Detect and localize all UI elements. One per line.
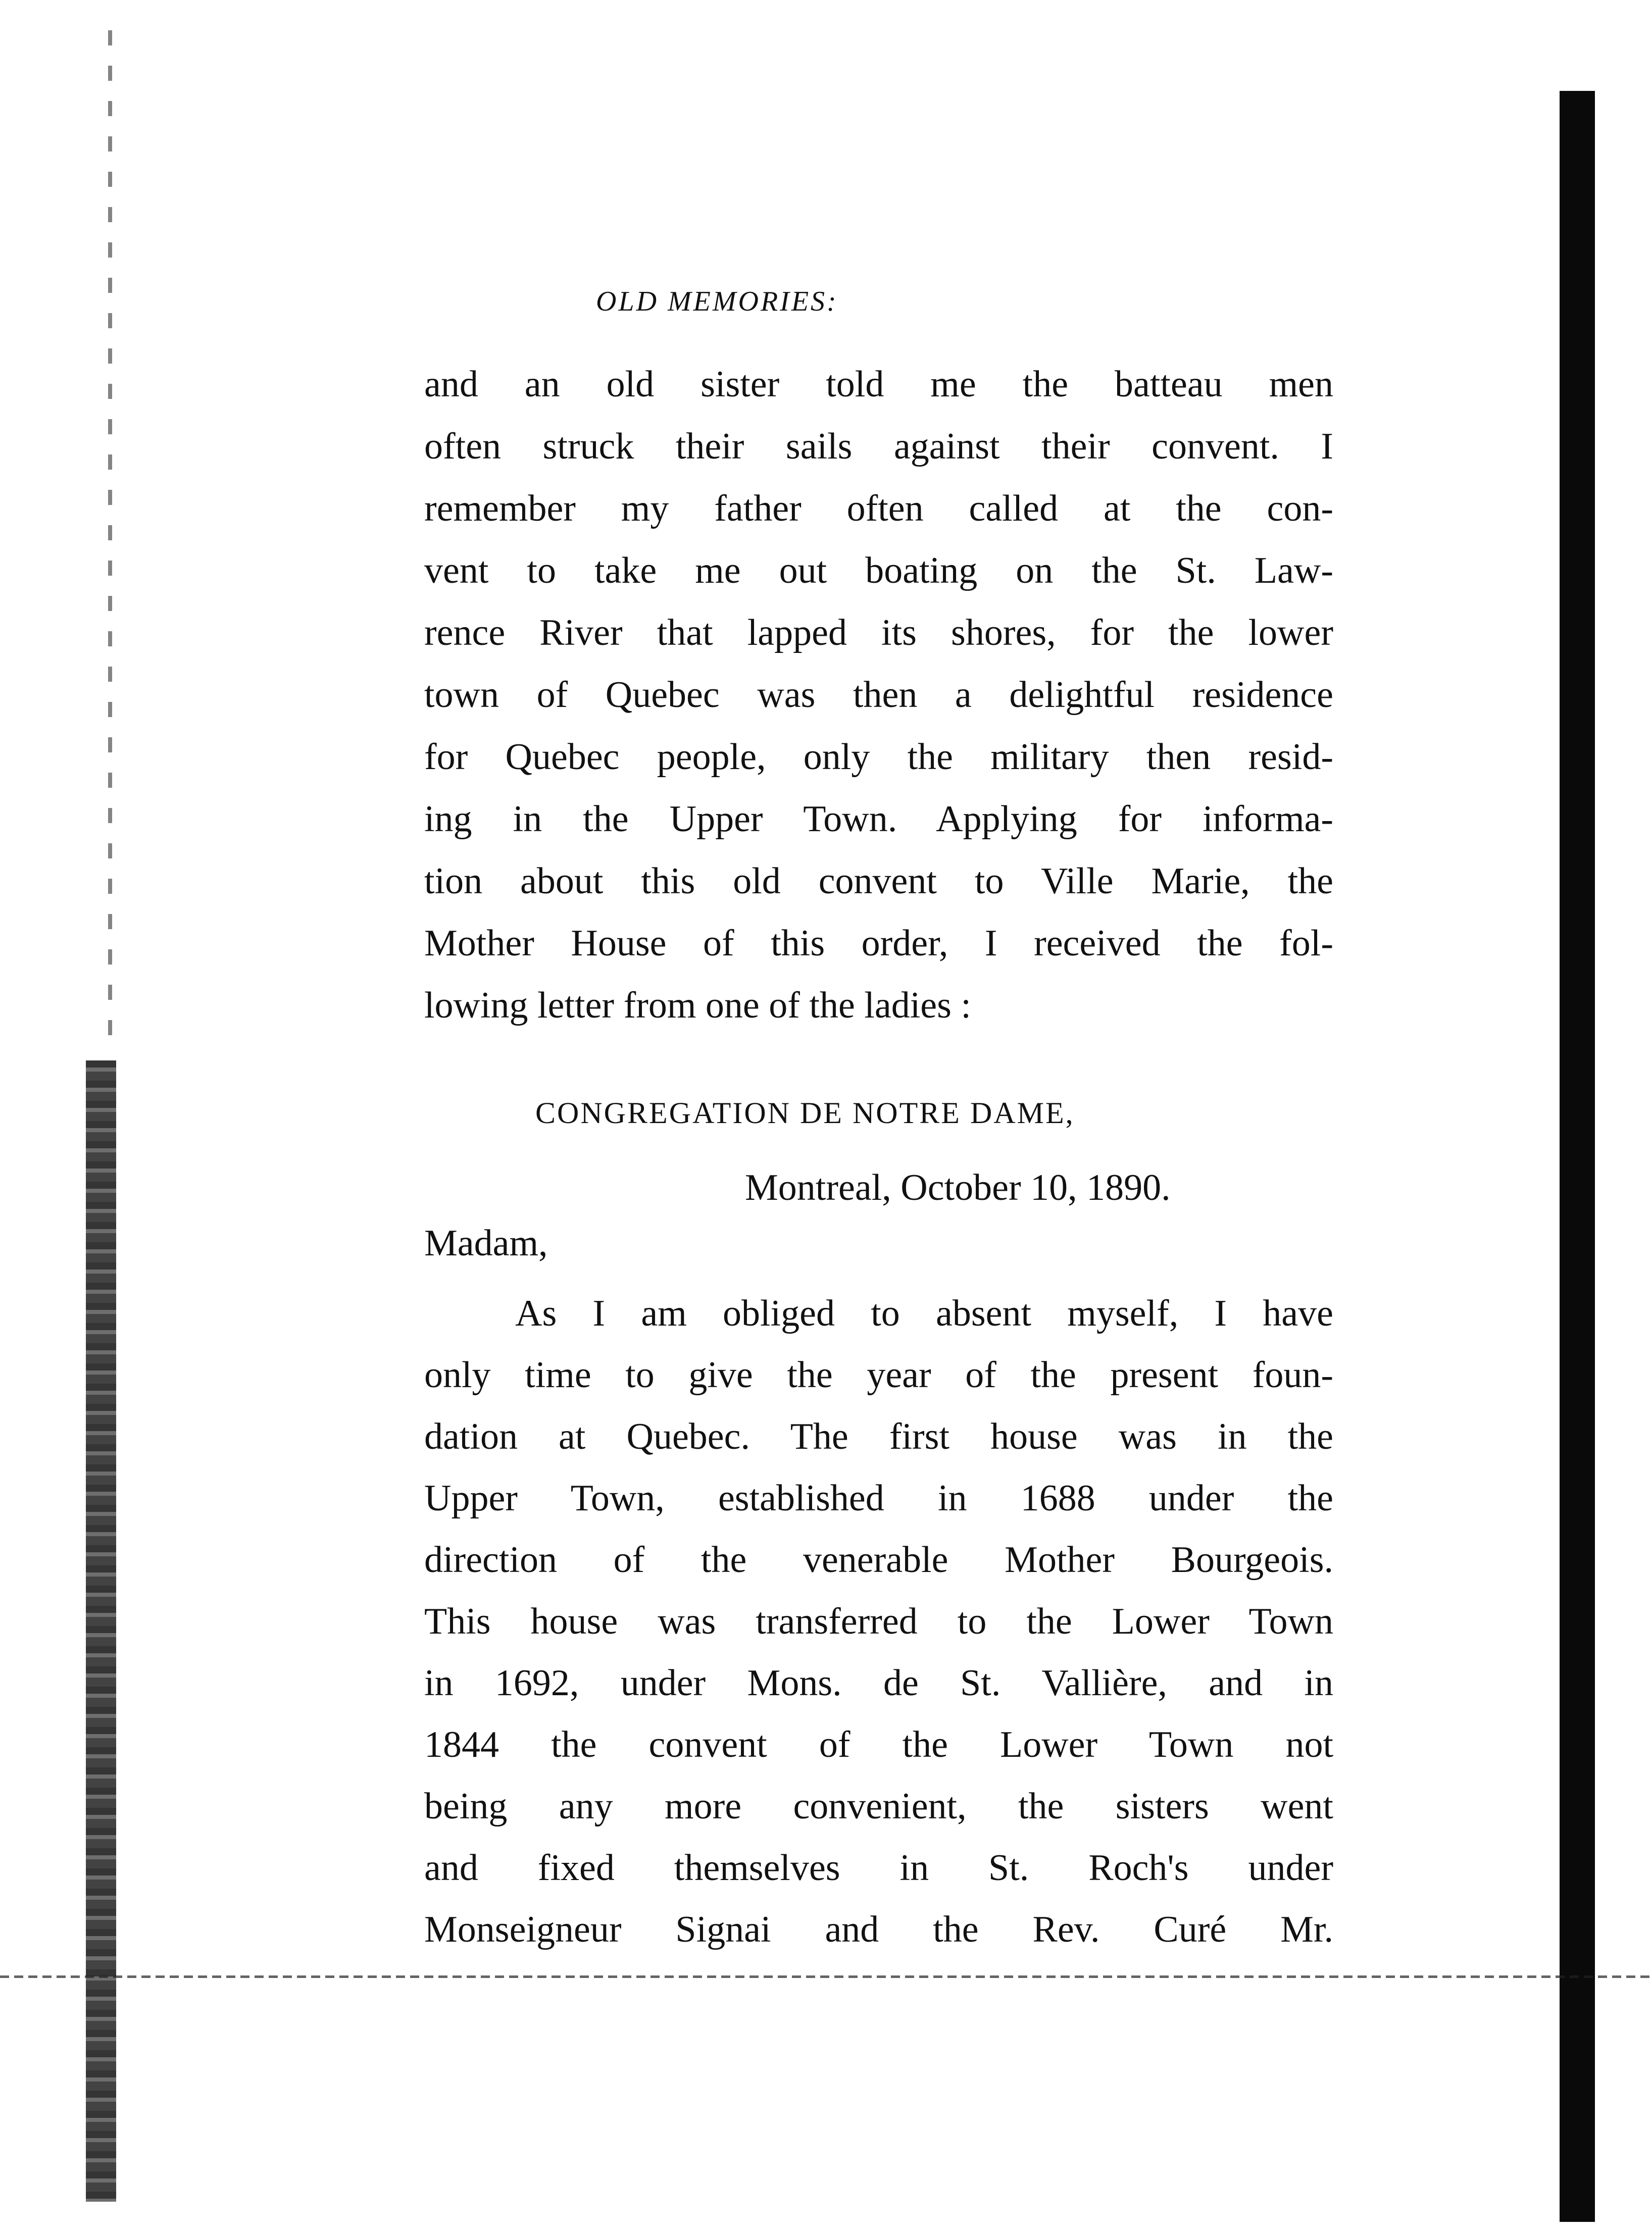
text-line: town of Quebec was then a delightful residence	[424, 674, 1333, 716]
text-line: for Quebec people, only the military then resid-	[424, 736, 1333, 778]
scan-fold-line	[0, 1975, 1652, 1978]
letter-line: Monseigneur Signai and the Rev. Curé Mr.	[424, 1909, 1333, 1950]
text-line: often struck their sails against their convent. I	[424, 426, 1333, 467]
text-line: rence River that lapped its shores, for the lower	[424, 612, 1333, 653]
binding-shadow	[86, 1060, 116, 2202]
letter-dateline: Montreal, October 10, 1890.	[745, 1167, 1171, 1208]
running-head: OLD MEMORIES:	[596, 286, 838, 317]
letter-line: 1844 the convent of the Lower Town not	[424, 1724, 1333, 1765]
letter-line: As I am obliged to absent myself, I have	[515, 1293, 1333, 1334]
letter-body	[424, 1283, 1333, 1960]
text-line: vent to take me out boating on the St. Law-	[424, 550, 1333, 591]
letter-line: and fixed themselves in St. Roch's under	[424, 1847, 1333, 1889]
text-line: lowing letter from one of the ladies :	[424, 985, 971, 1026]
letter-line: being any more convenient, the sisters went	[424, 1786, 1333, 1827]
body-paragraph	[424, 353, 1333, 1037]
text-line: and an old sister told me the batteau men	[424, 364, 1333, 405]
letter-line: dation at Quebec. The first house was in the	[424, 1416, 1333, 1457]
text-line: ing in the Upper Town. Applying for informa-	[424, 798, 1333, 840]
letter-line: This house was transferred to the Lower Town	[424, 1601, 1333, 1642]
text-line: remember my father often called at the con-	[424, 488, 1333, 529]
letter-line: direction of the venerable Mother Bourgeois.	[424, 1539, 1333, 1581]
text-line: tion about this old convent to Ville Marie, the	[424, 860, 1333, 902]
letter-salutation: Madam,	[424, 1223, 548, 1264]
letter-line: only time to give the year of the present foun-	[424, 1354, 1333, 1396]
scan-border-bar	[1560, 91, 1595, 2222]
letter-line: Upper Town, established in 1688 under the	[424, 1478, 1333, 1519]
text-line: Mother House of this order, I received the fol-	[424, 923, 1333, 964]
letter-heading: CONGREGATION DE NOTRE DAME,	[535, 1096, 1075, 1130]
letter-line: in 1692, under Mons. de St. Vallière, and in	[424, 1662, 1333, 1704]
scan-edge-artifact	[108, 30, 112, 1040]
